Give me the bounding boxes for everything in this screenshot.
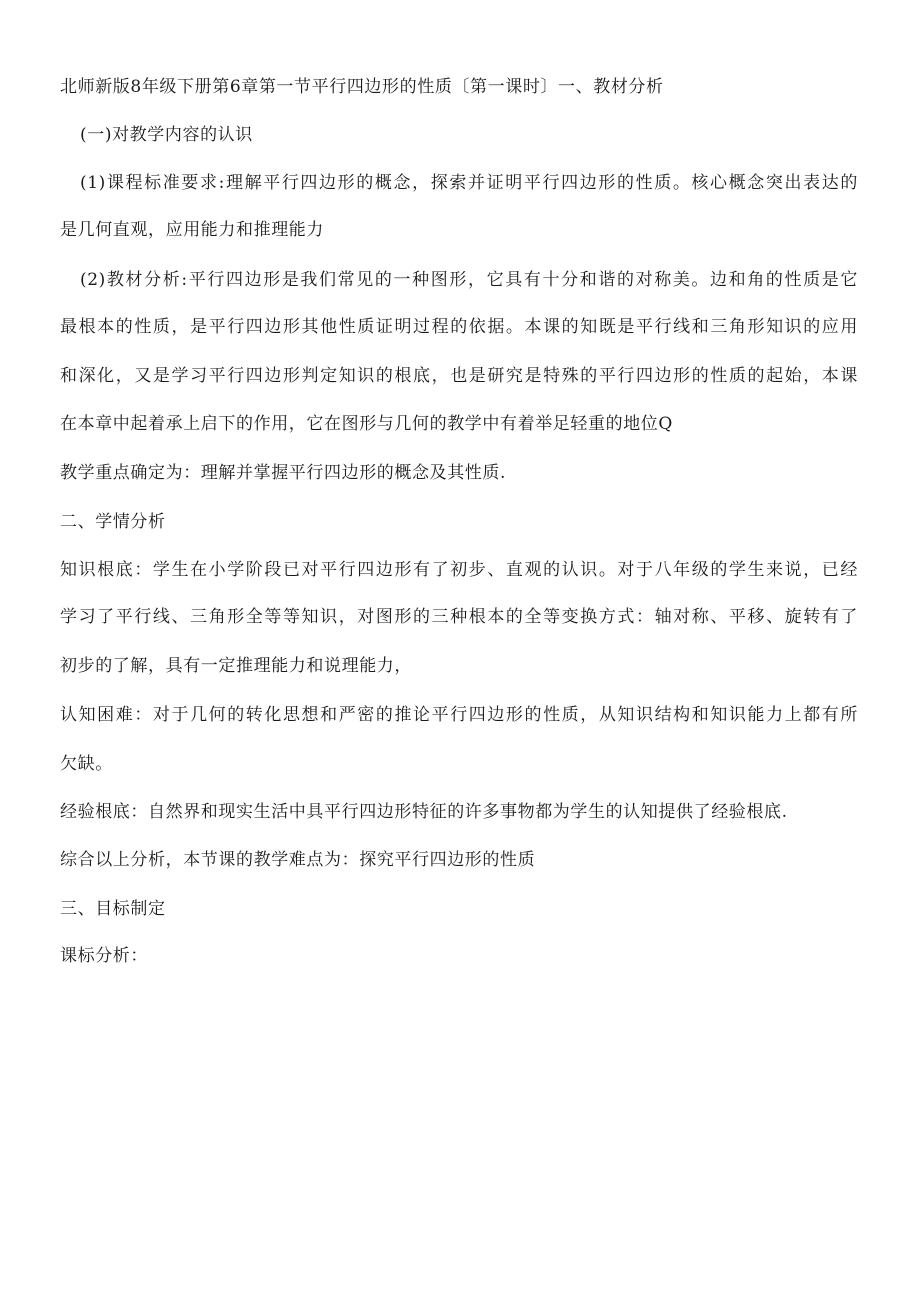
knowledge-basis-line2: 学习了平行线、三角形全等等知识，对图形的三种根本的全等变换方式：轴对称、平移、旋转有了 xyxy=(60,607,858,627)
item2-line4: 在本章中起着承上启下的作用，它在图形与几何的教学中有着举足轻重的地位Q xyxy=(60,414,673,434)
curriculum-analysis-label: 课标分析： xyxy=(60,946,148,966)
experience-basis-text: 经验根底：自然界和现实生活中具平行四边形特征的许多事物都为学生的认知提供了经验根底. xyxy=(60,802,788,822)
key-point-text: 教学重点确定为：理解并掌握平行四边形的概念及其性质. xyxy=(60,463,507,483)
item1-line2: 是几何直观，应用能力和推理能力 xyxy=(60,220,324,240)
section-1-1-heading: (一)对教学内容的认识 xyxy=(80,125,253,145)
cognitive-difficulty-line1: 认知困难：对于几何的转化思想和严密的推论平行四边形的性质，从知识结构和知识能力上都有所 xyxy=(60,705,858,725)
knowledge-basis-line3: 初步的了解，具有一定推理能力和说理能力， xyxy=(60,656,412,676)
item2-line2: 最根本的性质，是平行四边形其他性质证明过程的依据。本课的知既是平行线和三角形知识的应用 xyxy=(60,317,858,337)
document-title: 北师新版8年级下册第6章第一节平行四边形的性质〔第一课时〕一、教材分析 xyxy=(60,77,664,97)
difficulty-summary-text: 综合以上分析，本节课的教学难点为：探究平行四边形的性质 xyxy=(60,850,536,870)
cognitive-difficulty-line2: 欠缺。 xyxy=(60,754,113,774)
section-2-heading: 二、学情分析 xyxy=(60,512,166,532)
item2-line3: 和深化，又是学习平行四边形判定知识的根底，也是研究是特殊的平行四边形的性质的起始，本课 xyxy=(60,366,858,386)
item2-line1: (2)教材分析:平行四边形是我们常见的一种图形，它具有十分和谐的对称美。边和角的性质是它 xyxy=(80,270,858,290)
item1-line1: (1)课程标准要求:理解平行四边形的概念，探索并证明平行四边形的性质。核心概念突出表达的 xyxy=(80,173,858,193)
section-3-heading: 三、目标制定 xyxy=(60,899,166,919)
knowledge-basis-line1: 知识根底：学生在小学阶段已对平行四边形有了初步、直观的认识。对于八年级的学生来说，已经 xyxy=(60,560,858,580)
